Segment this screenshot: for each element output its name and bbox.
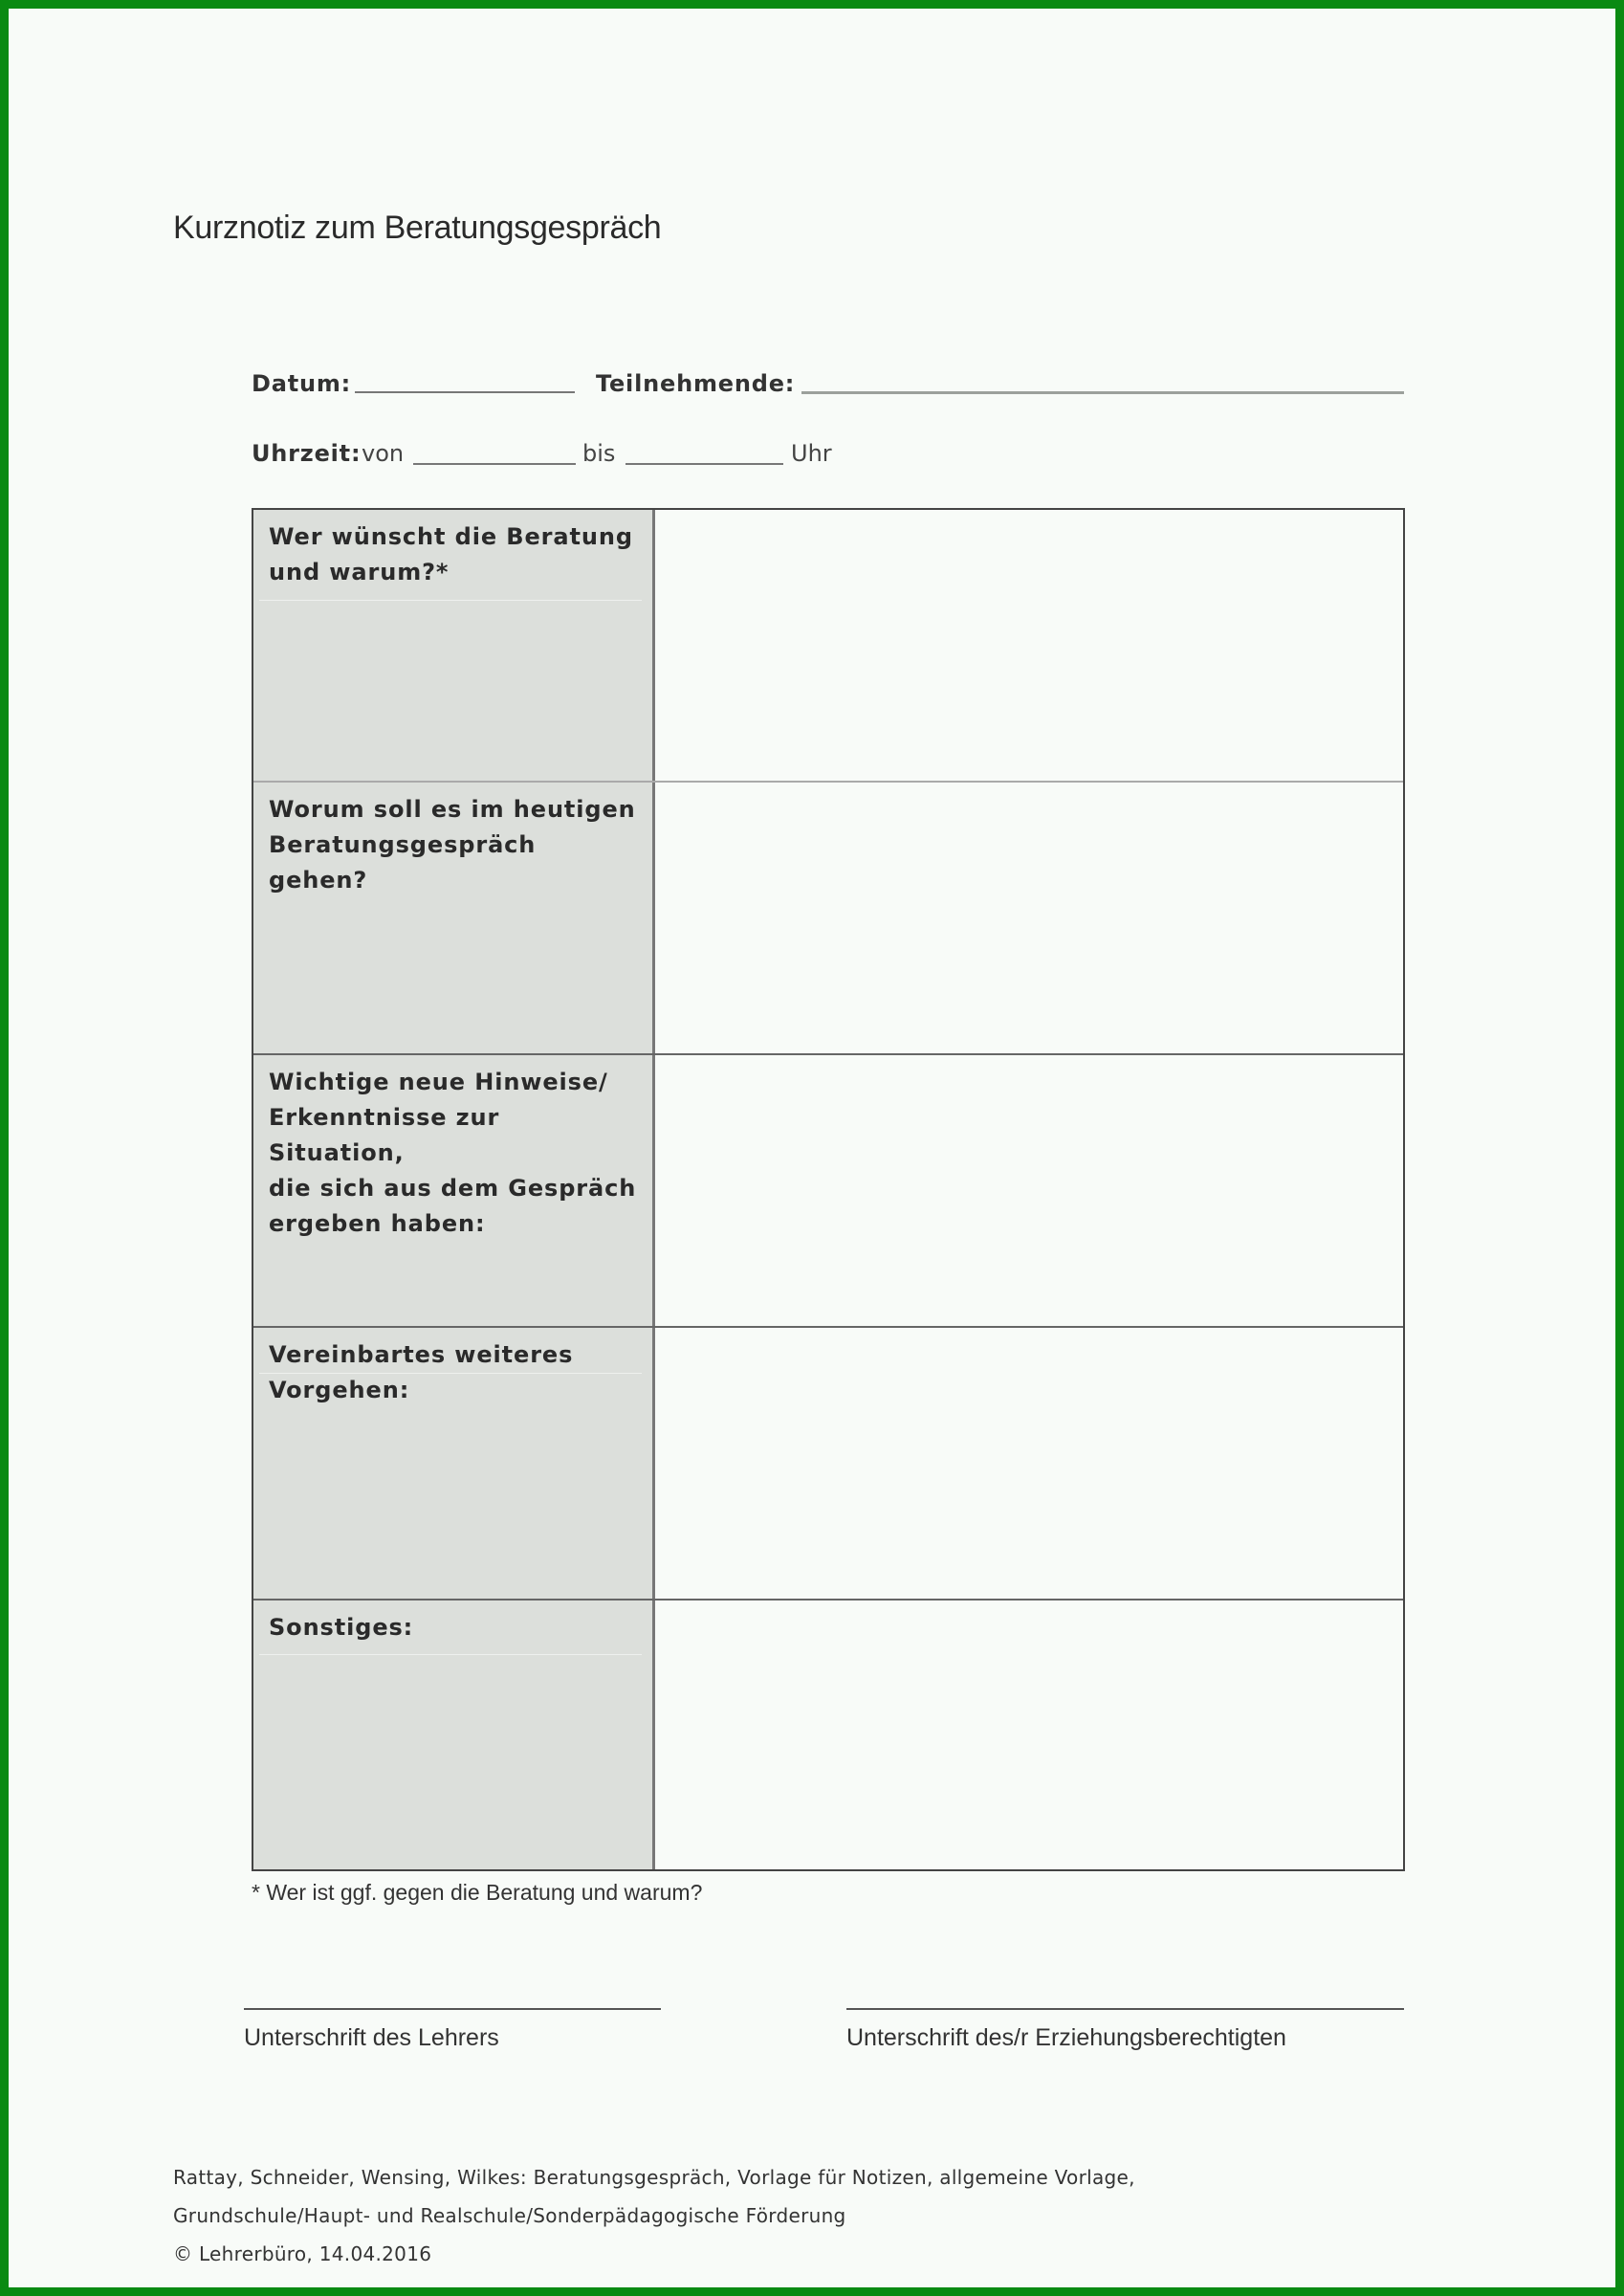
von-field[interactable] — [413, 463, 576, 465]
row-input-cell[interactable] — [658, 510, 1403, 781]
document-title: Kurznotiz zum Beratungsgespräch — [173, 210, 662, 246]
row-label: Wer wünscht die Beratung und warum?* — [269, 523, 633, 585]
footnote: * Wer ist ggf. gegen die Beratung und warum? — [252, 1880, 703, 1905]
uhrzeit-label: Uhrzeit: — [252, 440, 362, 467]
notes-table — [252, 508, 1405, 1871]
teacher-signature-line[interactable] — [244, 2008, 661, 2010]
table-row — [253, 1601, 1403, 1869]
bis-label: bis — [582, 440, 616, 467]
footer-citation-line1: Rattay, Schneider, Wensing, Wilkes: Beratungsgespräch, Vorlage für Notizen, allgemeine Vorlage, — [173, 2166, 1135, 2189]
row-label: Worum soll es im heutigen Beratungsgespräch gehen? — [269, 796, 636, 894]
row-label-cell — [253, 1328, 655, 1599]
row-label: Vereinbartes weiteres Vorgehen: — [269, 1341, 574, 1403]
row-label: Sonstiges: — [269, 1614, 414, 1641]
table-row — [253, 1328, 1403, 1601]
bis-field[interactable] — [625, 463, 783, 465]
cell-divider — [259, 1654, 642, 1655]
von-label: von — [362, 440, 405, 467]
table-row — [253, 1055, 1403, 1328]
datum-field[interactable] — [355, 391, 575, 393]
row-label-cell — [253, 510, 655, 781]
cell-divider — [259, 1373, 642, 1374]
row-label: Wichtige neue Hinweise/ Erkenntnisse zur Situation, die sich aus dem Gespräch ergeben haben: — [269, 1069, 637, 1237]
row-input-cell[interactable] — [658, 1328, 1403, 1599]
row-label-cell — [253, 783, 655, 1053]
table-row — [253, 510, 1403, 783]
uhr-label: Uhr — [791, 440, 832, 467]
footer-copyright: © Lehrerbüro, 14.04.2016 — [173, 2242, 432, 2265]
datum-label: Datum: — [252, 370, 352, 397]
guardian-signature-line[interactable] — [846, 2008, 1404, 2010]
row-label-cell — [253, 1055, 655, 1326]
teilnehmende-label: Teilnehmende: — [596, 370, 796, 397]
teacher-signature-label: Unterschrift des Lehrers — [244, 2024, 499, 2051]
cell-divider — [259, 600, 642, 601]
row-label-cell — [253, 1601, 655, 1869]
row-input-cell[interactable] — [658, 1601, 1403, 1869]
teilnehmende-field[interactable] — [801, 391, 1404, 394]
row-input-cell[interactable] — [658, 1055, 1403, 1326]
table-row — [253, 783, 1403, 1055]
guardian-signature-label: Unterschrift des/r Erziehungsberechtigten — [846, 2024, 1286, 2051]
footer-citation-line2: Grundschule/Haupt- und Realschule/Sonderpädagogische Förderung — [173, 2204, 846, 2227]
row-input-cell[interactable] — [658, 783, 1403, 1053]
